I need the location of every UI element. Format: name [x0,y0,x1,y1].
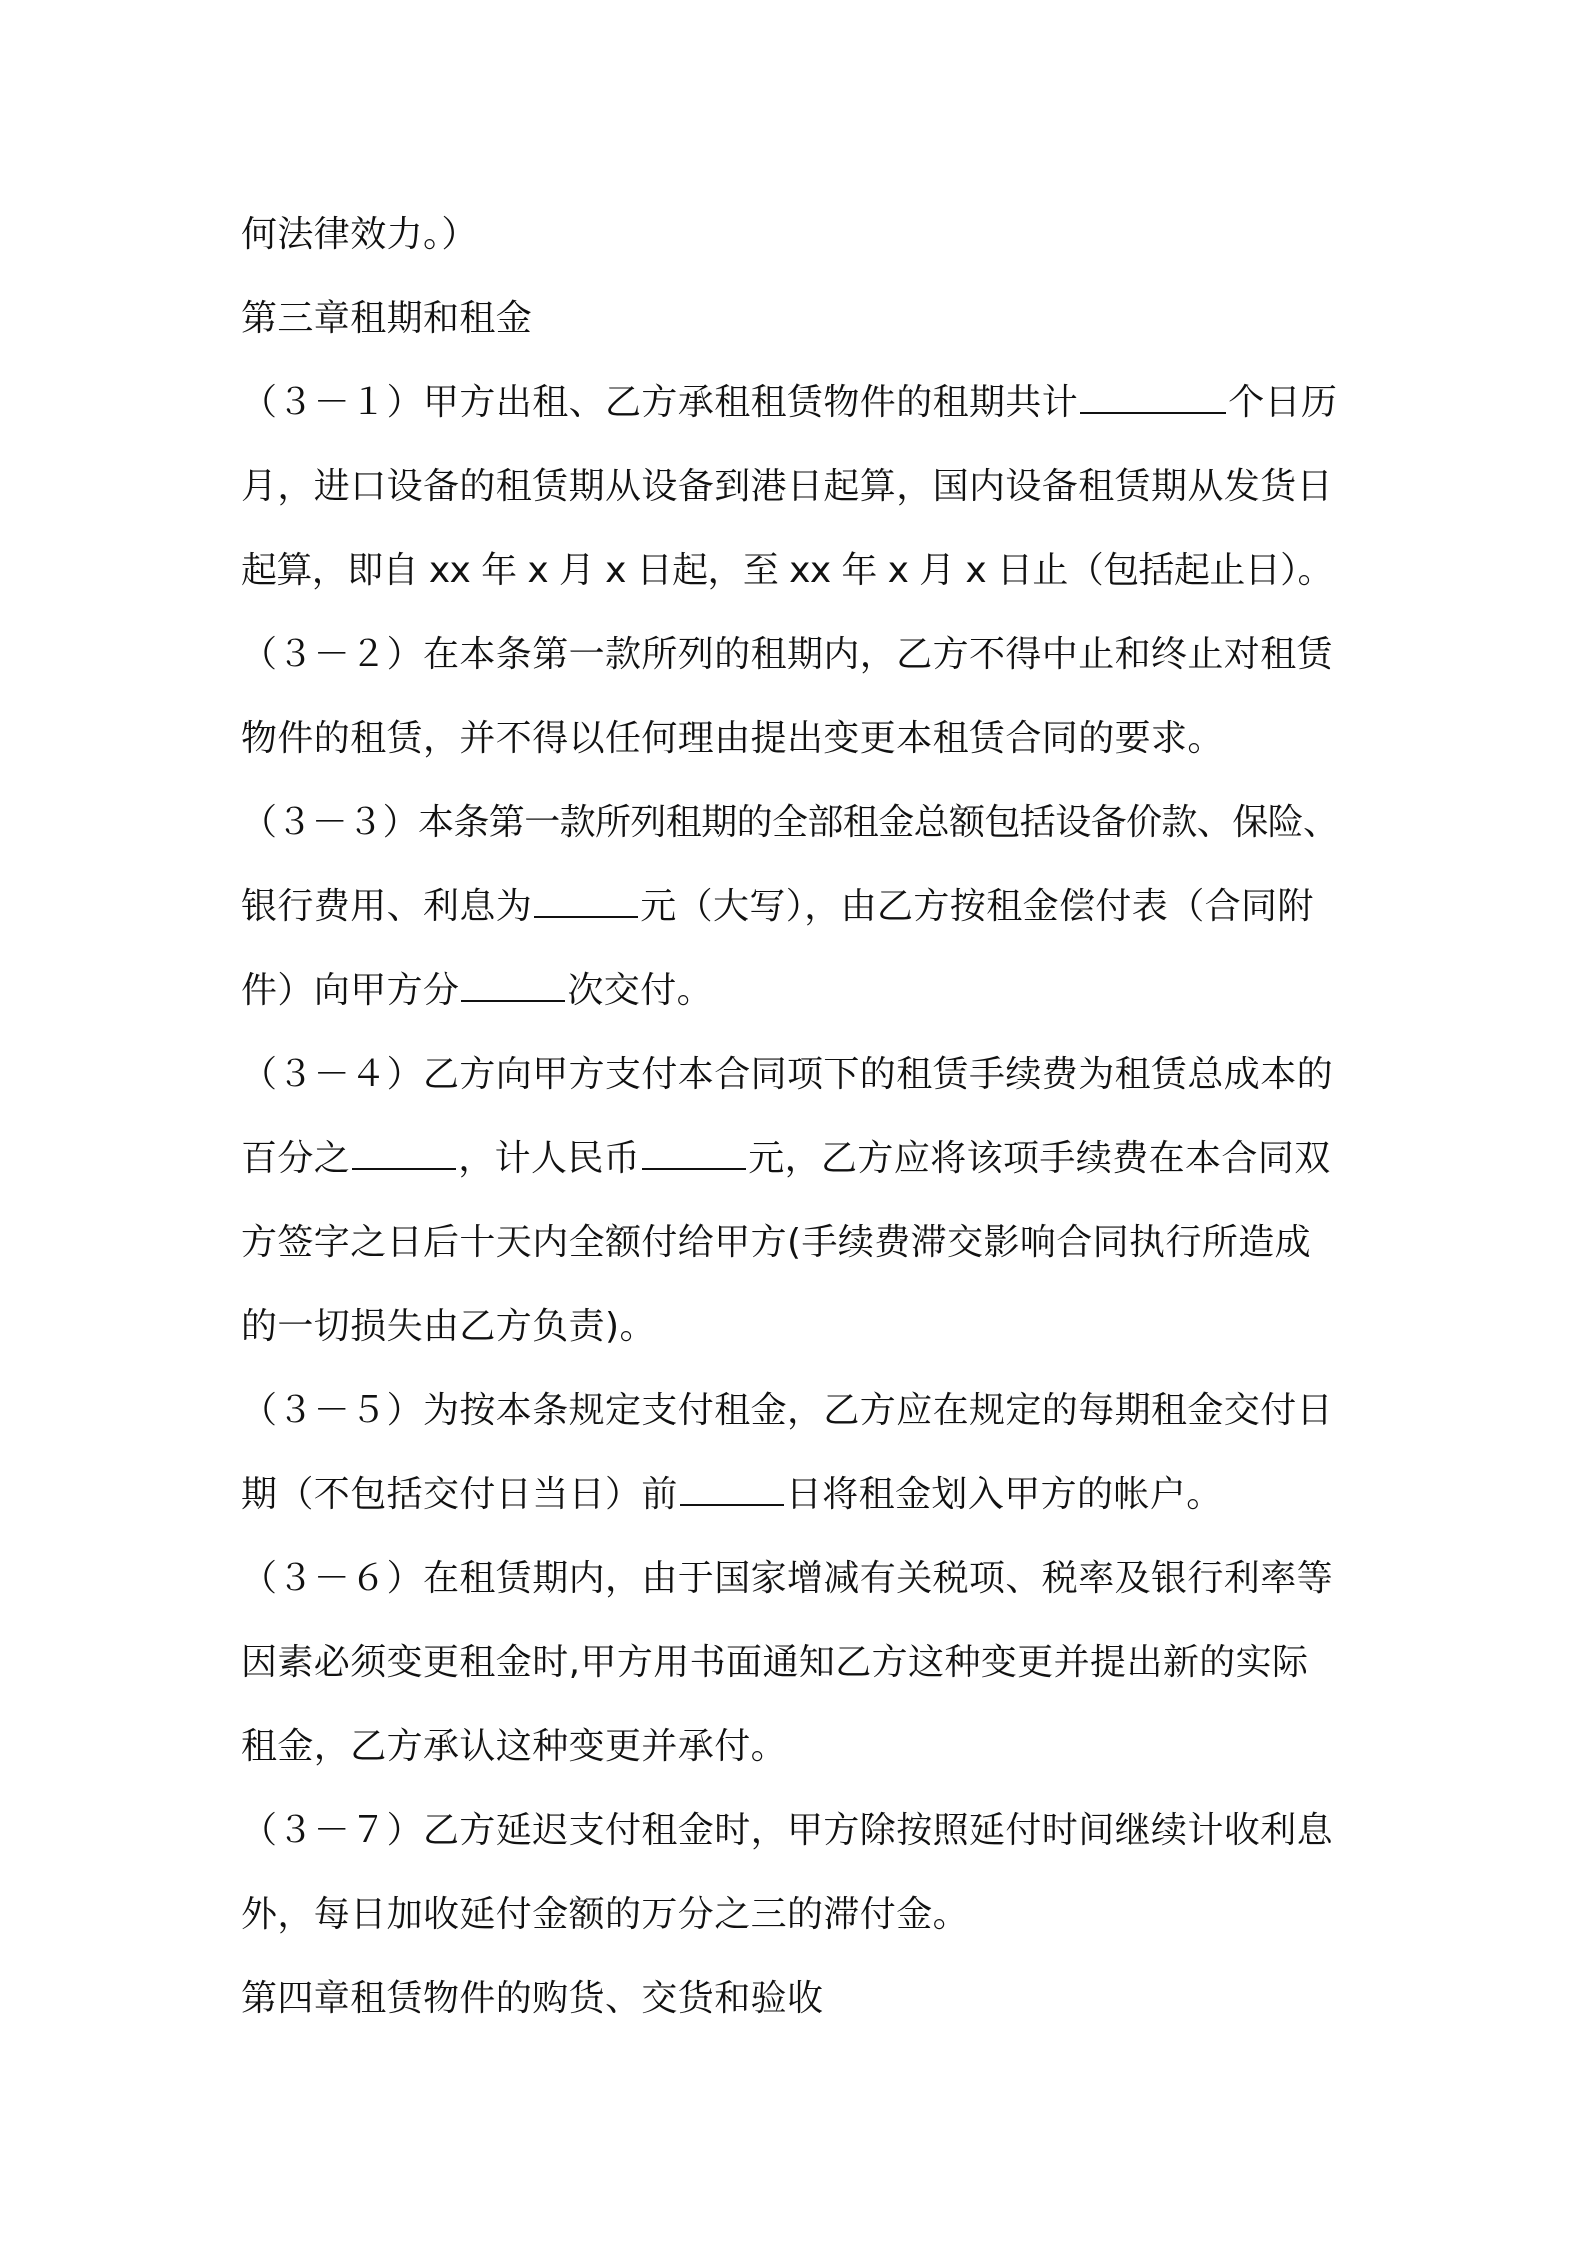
text-segment: 元（大写），由乙方按租金偿付表（合同附 [640,886,1314,927]
text-segment: 期（不包括交付日当日）前 [241,1474,678,1515]
text-line [241,1705,1356,1789]
text-segment: 外，每日加收延付金额的万分之三的滞付金。 [241,1894,970,1935]
text-line [241,613,1356,697]
fill-in-blank [352,1140,456,1170]
text-line [241,1033,1356,1117]
text-line [241,781,1356,865]
text-segment: 第三章租期和租金 [241,298,533,339]
text-line [241,1201,1356,1285]
text-segment: 物件的租赁，并不得以任何理由提出变更本租赁合同的要求。 [241,718,1224,759]
text-segment: ，计人民币 [458,1138,641,1179]
fill-in-blank [680,1476,784,1506]
text-line [241,949,1356,1033]
text-line [241,697,1356,781]
text-line [241,1621,1356,1705]
text-line [241,1453,1356,1537]
text-line [241,1957,1356,2041]
text-segment: （３－５）为按本条规定支付租金，乙方应在规定的每期租金交付日 [241,1390,1334,1431]
text-segment: 元，乙方应将该项手续费在本合同双 [748,1138,1331,1179]
text-line [241,1873,1356,1957]
text-segment: （３－４）乙方向甲方支付本合同项下的租赁手续费为租赁总成本的 [241,1054,1334,1095]
text-line [241,445,1356,529]
text-line [241,1117,1356,1201]
text-line [241,277,1356,361]
text-segment: 第四章租赁物件的购货、交货和验收 [241,1978,824,2019]
text-line [241,1369,1356,1453]
text-line [241,361,1356,445]
text-segment: 个日历 [1228,382,1338,423]
fill-in-blank [1080,384,1226,414]
text-line [241,1285,1356,1369]
text-segment: 日将租金划入甲方的帐户。 [785,1474,1223,1515]
text-line [241,193,1356,277]
text-segment: 方签字之日后十天内全额付给甲方(手续费滞交影响合同执行所造成 [241,1222,1312,1263]
text-segment: （３－２）在本条第一款所列的租期内，乙方不得中止和终止对租赁 [241,634,1334,675]
text-segment: 何法律效力。） [241,214,478,255]
text-line [241,865,1356,949]
fill-in-blank [461,972,565,1002]
text-segment: 银行费用、利息为 [241,886,533,927]
text-segment: （３－１）甲方出租、乙方承租租赁物件的租期共计 [241,382,1079,423]
text-segment: 百分之 [241,1138,351,1179]
text-segment: 件）向甲方分 [241,970,460,1011]
text-segment: （３－７）乙方延迟支付租金时，甲方除按照延付时间继续计收利息 [241,1810,1334,1851]
text-segment: 月，进口设备的租赁期从设备到港日起算，国内设备租赁期从发货日 [241,466,1334,507]
text-segment: （３－３）本条第一款所列租期的全部租金总额包括设备价款、保险、 [241,802,1339,843]
fill-in-blank [534,888,638,918]
text-line [241,1789,1356,1873]
document-body [241,193,1356,2041]
text-segment: （３－６）在租赁期内，由于国家增减有关税项、税率及银行利率等 [241,1558,1334,1599]
text-line [241,1537,1356,1621]
text-segment: 次交付。 [567,970,714,1011]
text-segment: 的一切损失由乙方负责)。 [241,1306,656,1347]
text-segment: 租金，乙方承认这种变更并承付。 [241,1726,788,1767]
text-segment: 因素必须变更租金时,甲方用书面通知乙方这种变更并提出新的实际 [241,1642,1309,1683]
text-segment: 起算，即自 xx 年 x 月 x 日起，至 xx 年 x 月 x 日止（包括起止日）。 [241,550,1333,591]
text-line [241,529,1356,613]
fill-in-blank [642,1140,746,1170]
